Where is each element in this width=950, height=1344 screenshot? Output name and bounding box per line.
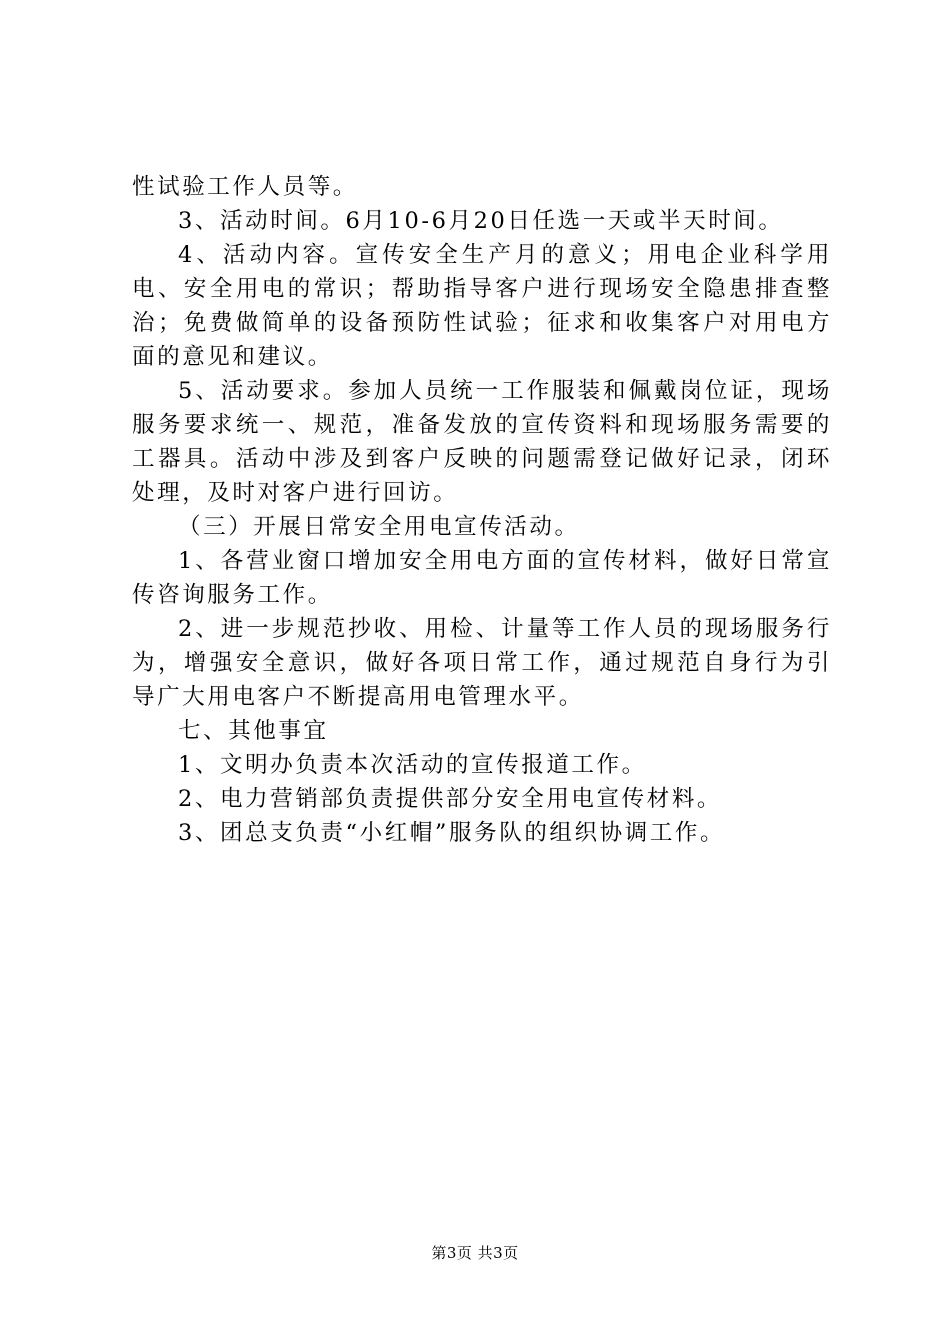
paragraph-7: 2、进一步规范抄收、用检、计量等工作人员的现场服务行为，增强安全意识，做好各项日常工作，通过规范自身行为引导广大用电客户不断提高用电管理水平。 <box>132 616 832 710</box>
paragraph-4: 5、活动要求。参加人员统一工作服装和佩戴岗位证，现场服务要求统一、规范，准备发放的宣传资料和现场服务需要的工器具。活动中涉及到客户反映的问题需登记做好记录，闭环处理，及时对客户进行回访。 <box>132 378 832 506</box>
paragraph-3: 4、活动内容。宣传安全生产月的意义；用电企业科学用电、安全用电的常识；帮助指导客户进行现场安全隐患排查整治；免费做简单的设备预防性试验；征求和收集客户对用电方面的意见和建议。 <box>132 242 832 370</box>
paragraph-6: 1、各营业窗口增加安全用电方面的宣传材料，做好日常宣传咨询服务工作。 <box>132 548 832 608</box>
paragraph-10: 2、电力营销部负责提供部分安全用电宣传材料。 <box>178 786 723 812</box>
paragraph-9: 1、文明办负责本次活动的宣传报道工作。 <box>178 752 647 778</box>
paragraph-11: 3、团总支负责“小红帽”服务队的组织协调工作。 <box>178 820 726 846</box>
section-heading: 七、其他事宜 <box>178 718 329 744</box>
paragraph-5: （三）开展日常安全用电宣传活动。 <box>178 514 580 540</box>
document-body <box>132 170 832 850</box>
paragraph-1: 性试验工作人员等。 <box>132 174 358 200</box>
page-footer: 第3页 共3页 <box>431 1244 519 1262</box>
paragraph-2: 3、活动时间。6月10-6月20日任选一天或半天时间。 <box>178 208 784 234</box>
